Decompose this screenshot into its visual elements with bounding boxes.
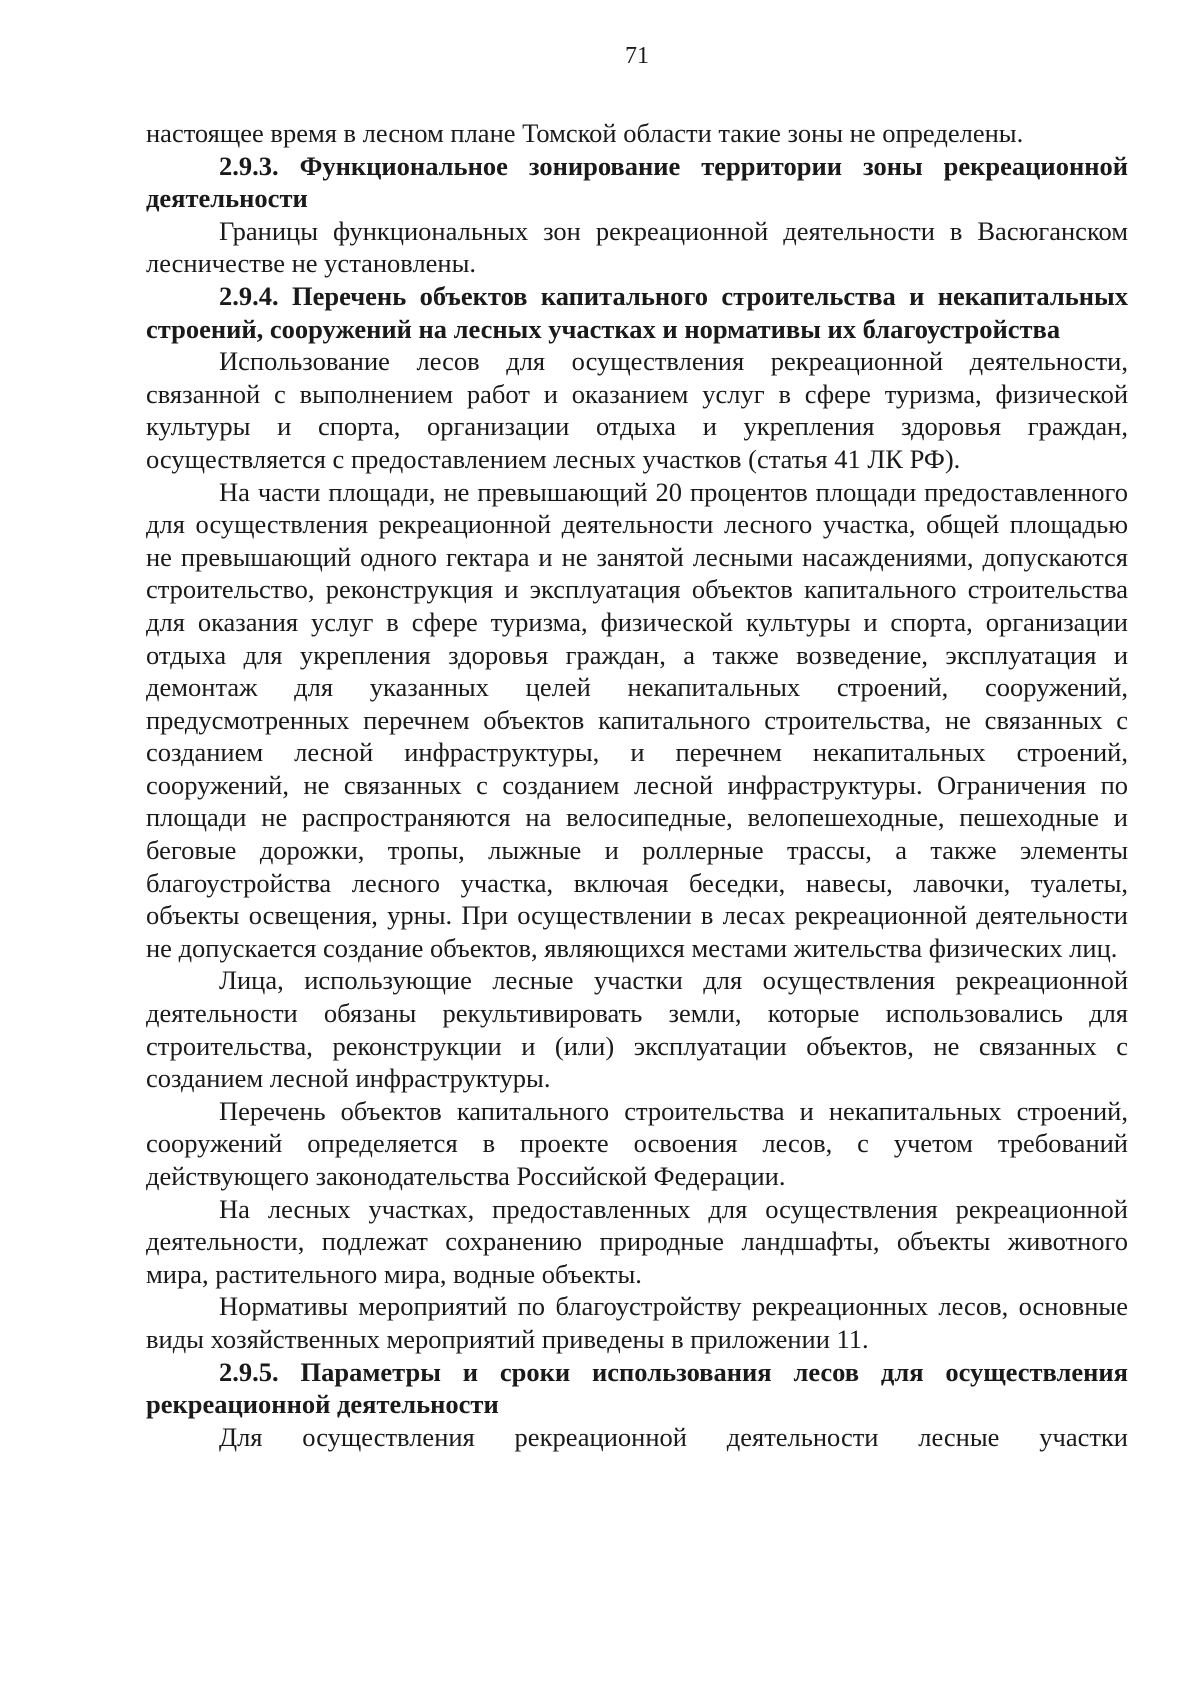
paragraph-area-limits: На части площади, не превышающий 20 процентов площади предоставленного для осуществления рекреационной деятельности лесного участка, общей площадью не превышающий одного гектара и не занятой лесными насаждениями, допускаются строительство, реконструкция и эксплуатация объектов капитального строительства для оказания услуг в сфере туризма, физической культуры и спорта, организации отдыха для укрепления здоровья граждан, а также возведение, эксплуатация и демонтаж для указанных целей некапитальных строений, сооружений, предусмотренных перечнем объектов капитального строительства, не связанных с созданием лесной инфраструктуры, и перечнем некапитальных строений, сооружений, не связанных с созданием лесной инфраструктуры. Ограничения по площади не распространяются на велосипедные, велопешеходные, пешеходные и беговые дорожки, тропы, лыжные и роллерные трассы, а также элементы благоустройства лесного участка, включая беседки, навесы, лавочки, туалеты, объекты освещения, урны. При осуществлении в лесах рекреационной деятельности не допускается создание объектов, являющихся местами жительства физических лиц. (146, 476, 1128, 963)
paragraph-improvement-norms: Нормативы мероприятий по благоустройству рекреационных лесов, основные виды хозяйственных мероприятий приведены в приложении 11. (146, 1291, 1128, 1354)
section-heading-2-9-3: 2.9.3. Функциональное зонирование территории зоны рекреационной деятельности (146, 150, 1128, 214)
section-heading-2-9-4: 2.9.4. Перечень объектов капитального строительства и некапитальных строений, сооружений на лесных участках и нормативы их благоустройства (146, 280, 1128, 344)
page-number: 71 (625, 43, 649, 69)
paragraph-land-reclamation: Лица, использующие лесные участки для осуществления рекреационной деятельности обязаны рекультивировать земли, которые использовались для строительства, реконструкции и (или) эксплуатации объектов, не связанных с созданием лесной инфраструктуры. (146, 965, 1128, 1094)
section-heading-2-9-5: 2.9.5. Параметры и сроки использования лесов для осуществления рекреационной деятельности (146, 1356, 1128, 1420)
paragraph-zone-boundaries: Границы функциональных зон рекреационной деятельности в Васюганском лесничестве не установлены. (146, 215, 1128, 279)
paragraph-objects-list: Перечень объектов капитального строительства и некапитальных строений, сооружений определяется в проекте освоения лесов, с учетом требований действующего законодательства Российской Федерации. (146, 1095, 1128, 1191)
document-body (146, 117, 1128, 1453)
paragraph-continuation: настоящее время в лесном плане Томской области такие зоны не определены. (146, 118, 1024, 148)
paragraph-usage-parameters: Для осуществления рекреационной деятельности лесные участки (219, 1421, 1128, 1452)
paragraph-landscape-preservation: На лесных участках, предоставленных для осуществления рекреационной деятельности, подлежат сохранению природные ландшафты, объекты животного мира, растительного мира, водные объекты. (146, 1193, 1128, 1289)
paragraph-forest-use: Использование лесов для осуществления рекреационной деятельности, связанной с выполнением работ и оказанием услуг в сфере туризма, физической культуры и спорта, организации отдыха и укрепления здоровья граждан, осуществляется с предоставлением лесных участков (статья 41 ЛК РФ). (146, 346, 1128, 474)
